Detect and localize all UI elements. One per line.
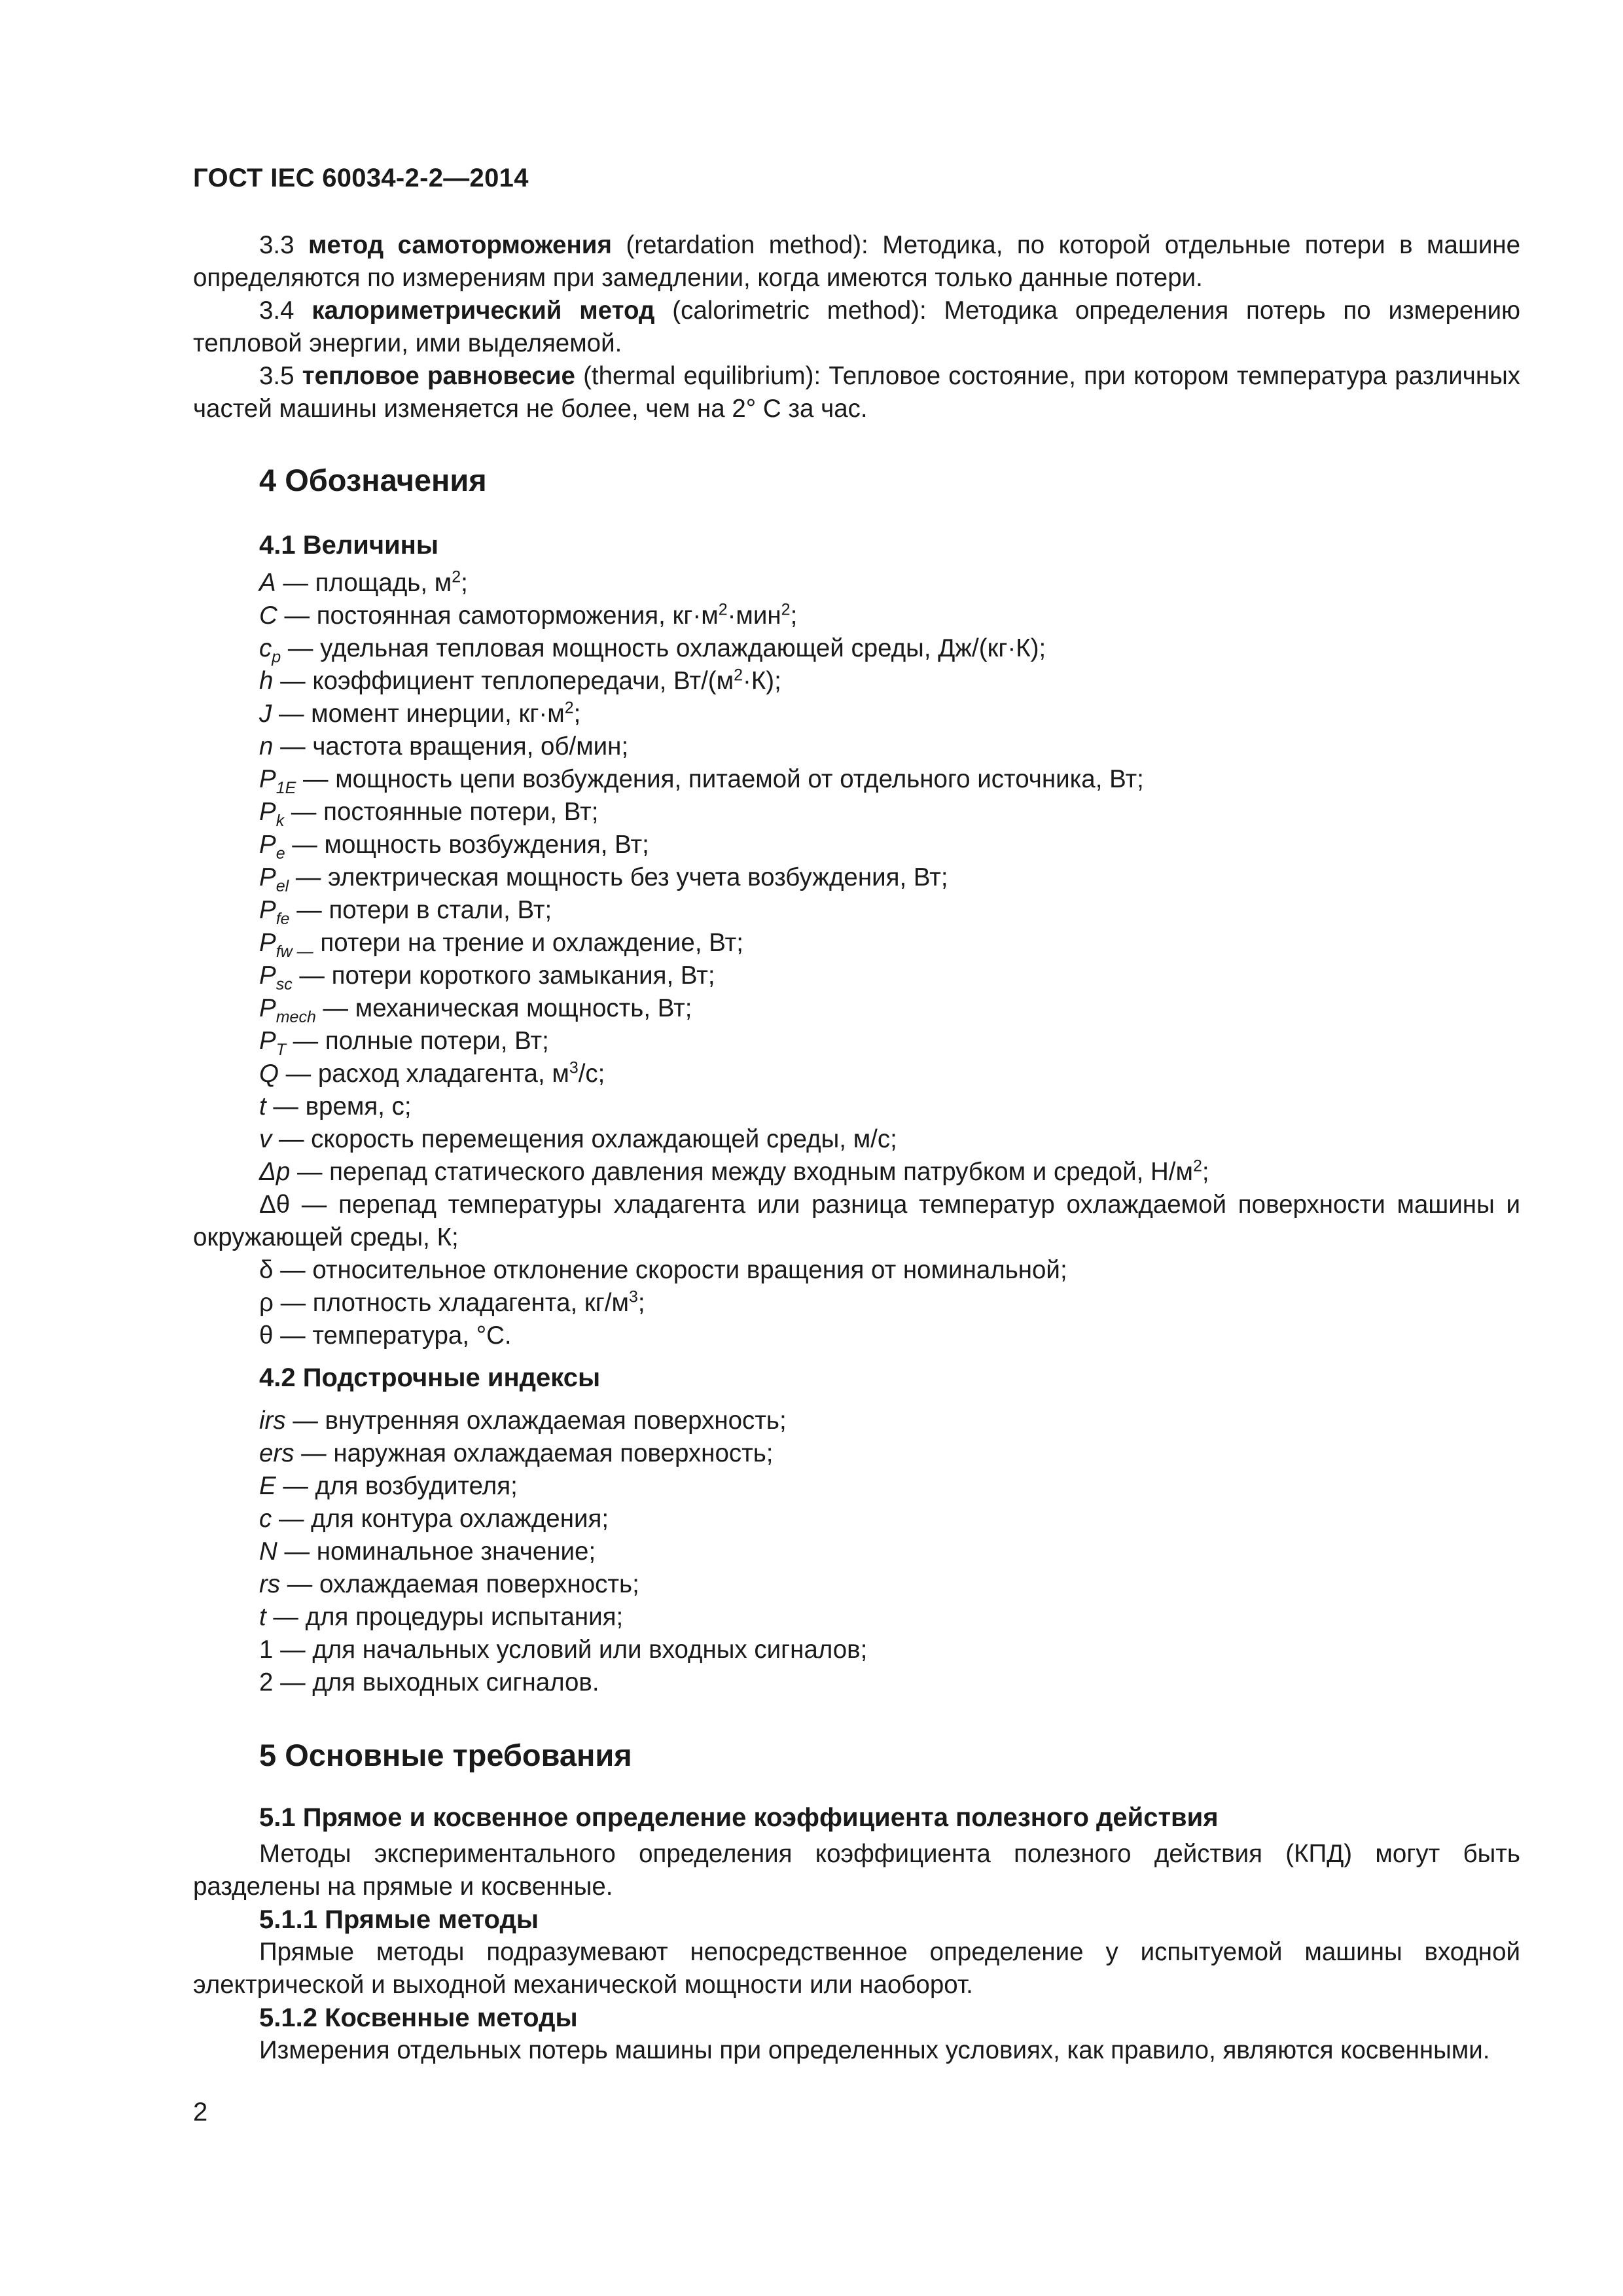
list-item: c — для контура охлаждения;: [259, 1505, 609, 1533]
list-item: Q — расход хладагента, $м^3/с$;: [259, 1058, 605, 1088]
term-number: 3.4: [259, 296, 294, 325]
list-item: $P_{mech}$ — механическая мощность, Вт;: [259, 994, 692, 1026]
section-5-1-1-text: Прямые методы подразумевают непосредственное определение у испытуемой машины входной электрической и выходной механической мощности или наоборот.: [193, 1938, 1520, 1999]
list-item: $P_{fw —}$ потери на трение и охлаждение, Вт;: [259, 929, 743, 961]
quantities-list-cont: [193, 1254, 1520, 1352]
list-item: 2 — для выходных сигналов.: [259, 1668, 599, 1696]
list-item: t — для процедуры испытания;: [259, 1603, 624, 1631]
list-item: $P_e$ — мощность возбуждения, Вт;: [259, 831, 649, 863]
list-item: E — для возбудителя;: [259, 1472, 518, 1500]
section-4-heading: 4 Обозначения: [259, 463, 487, 497]
term-number: 3.3: [259, 231, 294, 259]
list-item: ers — наружная охлаждаемая поверхность;: [259, 1439, 774, 1467]
term-3-3: [193, 229, 1520, 295]
list-item: $P_{1E}$ — мощность цепи возбуждения, питаемой от отдельного источника, Вт;: [259, 765, 1144, 797]
list-item: A — площадь, $м^2$;: [259, 567, 468, 597]
term-3-5: [193, 360, 1520, 425]
section-5-1-1-heading: 5.1.1 Прямые методы: [259, 1905, 539, 1934]
term-english: (thermal equilibrium):: [583, 362, 821, 390]
list-item: $P_T$ — полные потери, Вт;: [259, 1027, 549, 1059]
section-5-heading: 5 Основные требования: [259, 1738, 632, 1772]
list-item: J — момент инерции, $кг\cdot м^2$;: [259, 698, 581, 728]
term-definition: Методика определения потерь по измерению тепловой энергии, ими выделяемой.: [193, 296, 1520, 357]
page-number: 2: [193, 2098, 208, 2126]
page-content: [193, 229, 1520, 2067]
quantities-list: [193, 567, 1520, 1189]
section-4-2-heading: 4.2 Подстрочные индексы: [259, 1363, 601, 1392]
section-5-1-text: Методы экспериментального определения коэффициента полезного действия (КПД) могут быть разделены на прямые и косвенные.: [193, 1840, 1520, 1901]
list-item: h — коэффициент теплопередачи, $Вт/(м^2\cdot К)$;: [259, 666, 781, 695]
list-item: Δθ — перепад температуры хладагента или разница температур охлаждаемой поверхности машины и окружающей среды, К;: [193, 1191, 1520, 1251]
list-item: Δp — перепад статического давления между входным патрубком и средой, $Н/м^2$;: [259, 1157, 1209, 1186]
term-english: (retardation method):: [626, 231, 868, 259]
list-item: rs — охлаждаемая поверхность;: [259, 1570, 639, 1598]
document-header: ГОСТ IEC 60034-2-2—2014: [193, 164, 529, 192]
term-definition: Методика, по которой отдельные потери в машине определяются по измерениям при замедлении, когда имеются только данные потери.: [193, 231, 1521, 292]
section-5-1-2-heading: 5.1.2 Косвенные методы: [259, 2003, 578, 2032]
indices-list: [193, 1405, 1520, 1699]
term-name: тепловое равновесие: [302, 362, 575, 390]
list-item: C — постоянная самоторможения, $кг\cdot м^2\cdot мин^2$;: [259, 600, 798, 630]
list-item: ρ — плотность хладагента, $кг/м^3$;: [259, 1287, 645, 1317]
list-item: δ — относительное отклонение скорости вращения от номинальной;: [259, 1256, 1067, 1284]
section-5-1-2-text: Измерения отдельных потерь машины при определенных условиях, как правило, являются косвенными.: [259, 2036, 1490, 2064]
list-item: v — скорость перемещения охлаждающей среды, м/с;: [259, 1125, 897, 1153]
list-item: n — частота вращения, об/мин;: [259, 732, 629, 761]
term-english: (calorimetric method):: [672, 296, 927, 325]
list-item: t — время, с;: [259, 1092, 412, 1121]
term-definition: Тепловое состояние, при котором температура различных частей машины изменяется не более, чем на 2° С за час.: [193, 362, 1521, 423]
list-item: $c_p$ — удельная тепловая мощность охлаждающей среды, Дж/(кг·К);: [259, 634, 1046, 666]
list-item: $P_k$ — постоянные потери, Вт;: [259, 798, 599, 830]
list-item: $P_{sc}$ — потери короткого замыкания, Вт;: [259, 961, 715, 994]
list-item: $P_{el}$ — электрическая мощность без учета возбуждения, Вт;: [259, 863, 948, 895]
list-item: N — номинальное значение;: [259, 1537, 596, 1566]
section-4-1-heading: 4.1 Величины: [259, 531, 438, 560]
list-item: θ — температура, °С.: [259, 1321, 512, 1350]
list-item: irs — внутренняя охлаждаемая поверхность;: [259, 1407, 787, 1435]
list-item: 1 — для начальных условий или входных сигналов;: [259, 1636, 868, 1664]
term-name: метод самоторможения: [308, 231, 612, 259]
section-5-1-heading: 5.1 Прямое и косвенное определение коэффициента полезного действия: [259, 1803, 1219, 1832]
list-item: $P_{fe}$ — потери в стали, Вт;: [259, 896, 552, 928]
term-3-4: [193, 295, 1520, 360]
term-number: 3.5: [259, 362, 294, 390]
term-name: калориметрический метод: [312, 296, 655, 325]
